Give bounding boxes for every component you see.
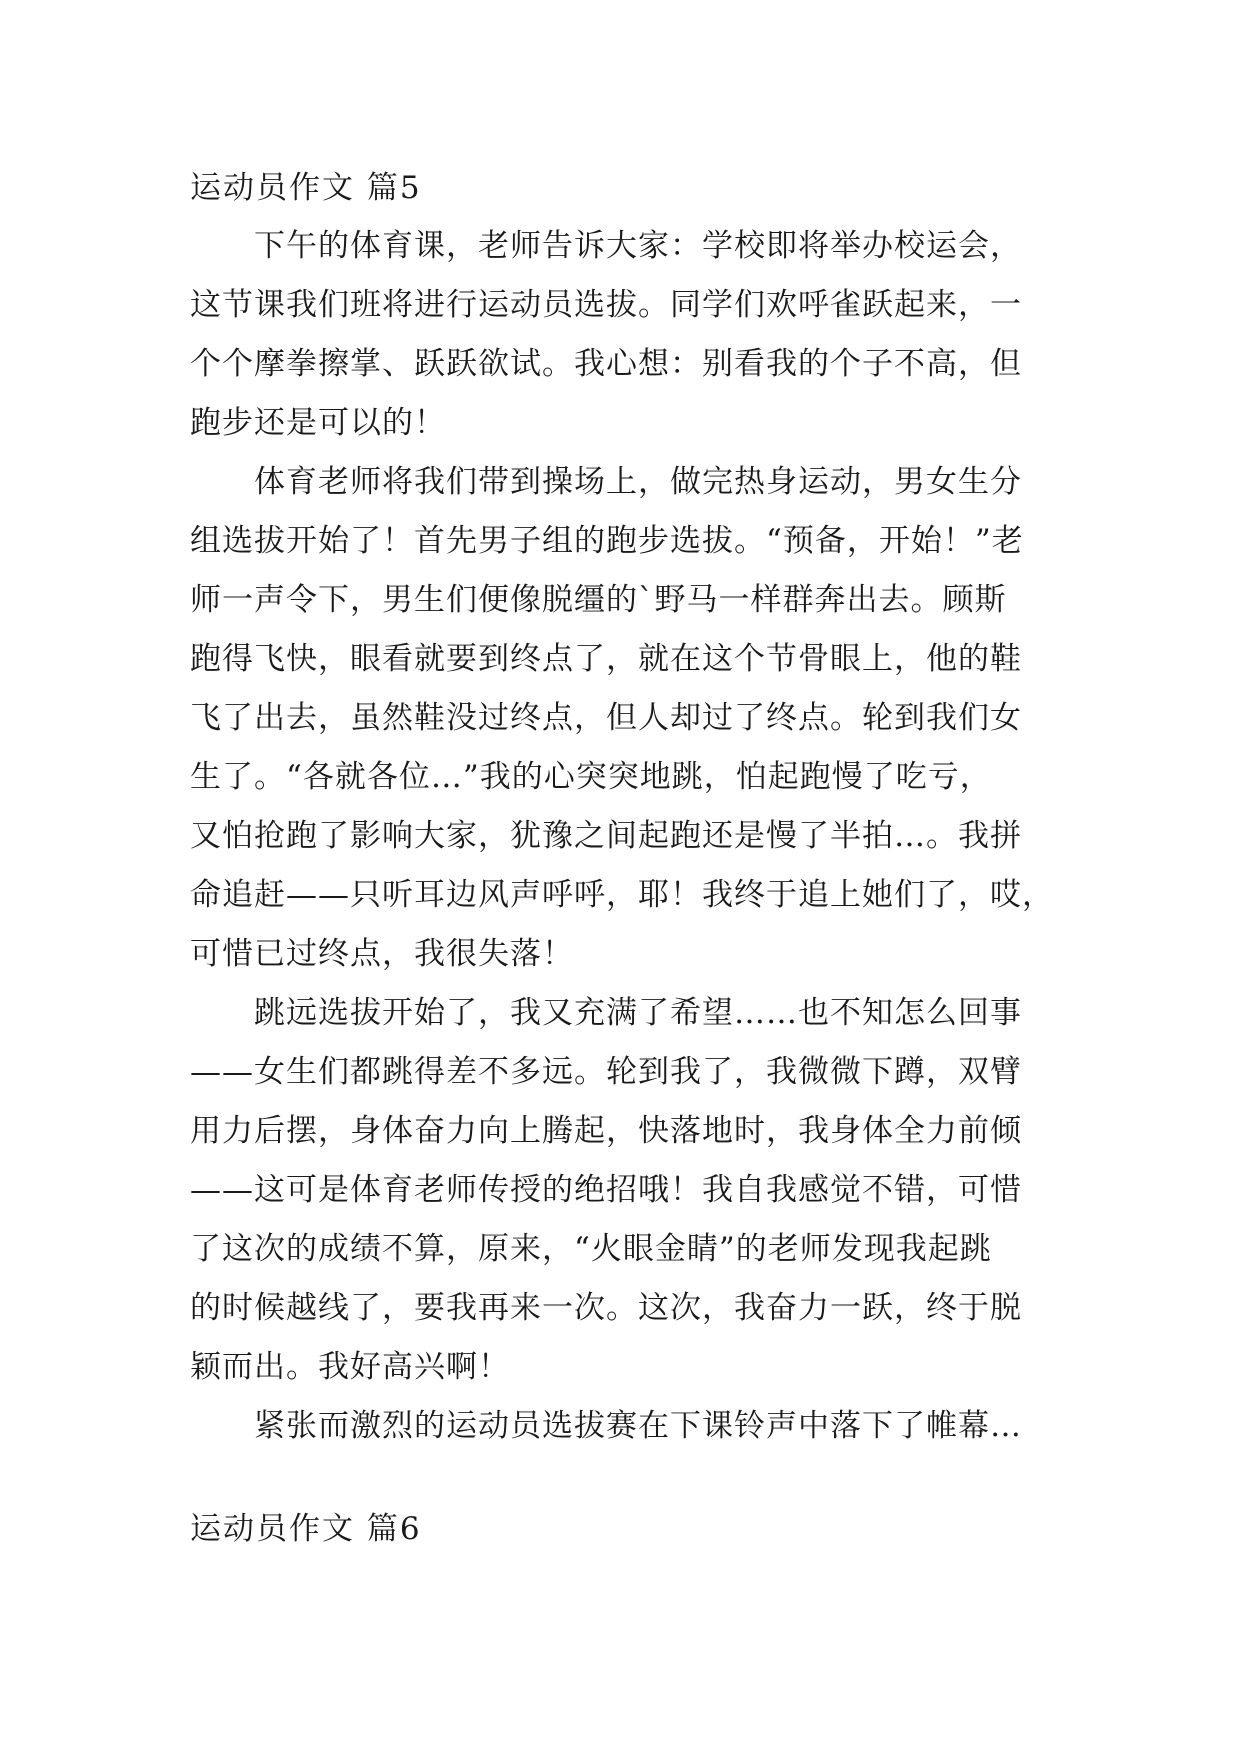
section-5-line-7: 师一声令下，男生们便像脱缰的`野马一样群奔出去。顾斯 [190,582,1007,618]
section-5-line-2: 这节课我们班将进行运动员选拔。同学们欢呼雀跃起来，一 [190,287,1022,323]
section-5-line-10: 生了。“各就各位…”我的心突突地跳，怕起跑慢了吃亏， [190,759,992,795]
section-5-line-6: 组选拔开始了！首先男子组的跑步选拔。“预备，开始！”老 [190,523,1024,559]
section-5-line-16: 用力后摆，身体奋力向上腾起，快落地时，我身体全力前倾 [190,1113,1022,1149]
section-5-line-11: 又怕抢跑了影响大家，犹豫之间起跑还是慢了半拍…。我拼 [190,818,1022,854]
section-5-line-15: ——女生们都跳得差不多远。轮到我了，我微微下蹲，双臂 [190,1054,1022,1090]
section-5-line-21: 紧张而激烈的运动员选拔赛在下课铃声中落下了帷幕… [190,1408,1022,1444]
section-5-line-13: 可惜已过终点，我很失落！ [190,936,574,972]
section-5-line-19: 的时候越线了，要我再来一次。这次，我奋力一跃，终于脱 [190,1290,1022,1326]
section-5-line-3: 个个摩拳擦掌、跃跃欲试。我心想：别看我的个子不高，但 [190,346,1022,382]
section-5-line-4: 跑步还是可以的！ [190,405,446,441]
section-5-line-5: 体育老师将我们带到操场上，做完热身运动，男女生分 [190,464,1022,500]
section-5-line-1: 下午的体育课，老师告诉大家：学校即将举办校运会， [190,228,1022,264]
section-6-heading: 运动员作文 篇6 [190,1511,422,1547]
section-5-line-8: 跑得飞快，眼看就要到终点了，就在这个节骨眼上，他的鞋 [190,641,1022,677]
section-5-line-18: 了这次的成绩不算，原来，“火眼金睛”的老师发现我起跳 [190,1231,992,1267]
section-5-line-14: 跳远选拔开始了，我又充满了希望……也不知怎么回事 [190,995,1022,1031]
section-5-line-20: 颖而出。我好高兴啊！ [190,1349,510,1385]
section-5-line-9: 飞了出去，虽然鞋没过终点，但人却过了终点。轮到我们女 [190,700,1022,736]
section-5-line-17: ——这可是体育老师传授的绝招哦！我自我感觉不错，可惜 [190,1172,1022,1208]
section-5-heading: 运动员作文 篇5 [190,170,422,206]
section-5-line-12: 命追赶——只听耳边风声呼呼，耶！我终于追上她们了，哎， [190,877,1054,913]
